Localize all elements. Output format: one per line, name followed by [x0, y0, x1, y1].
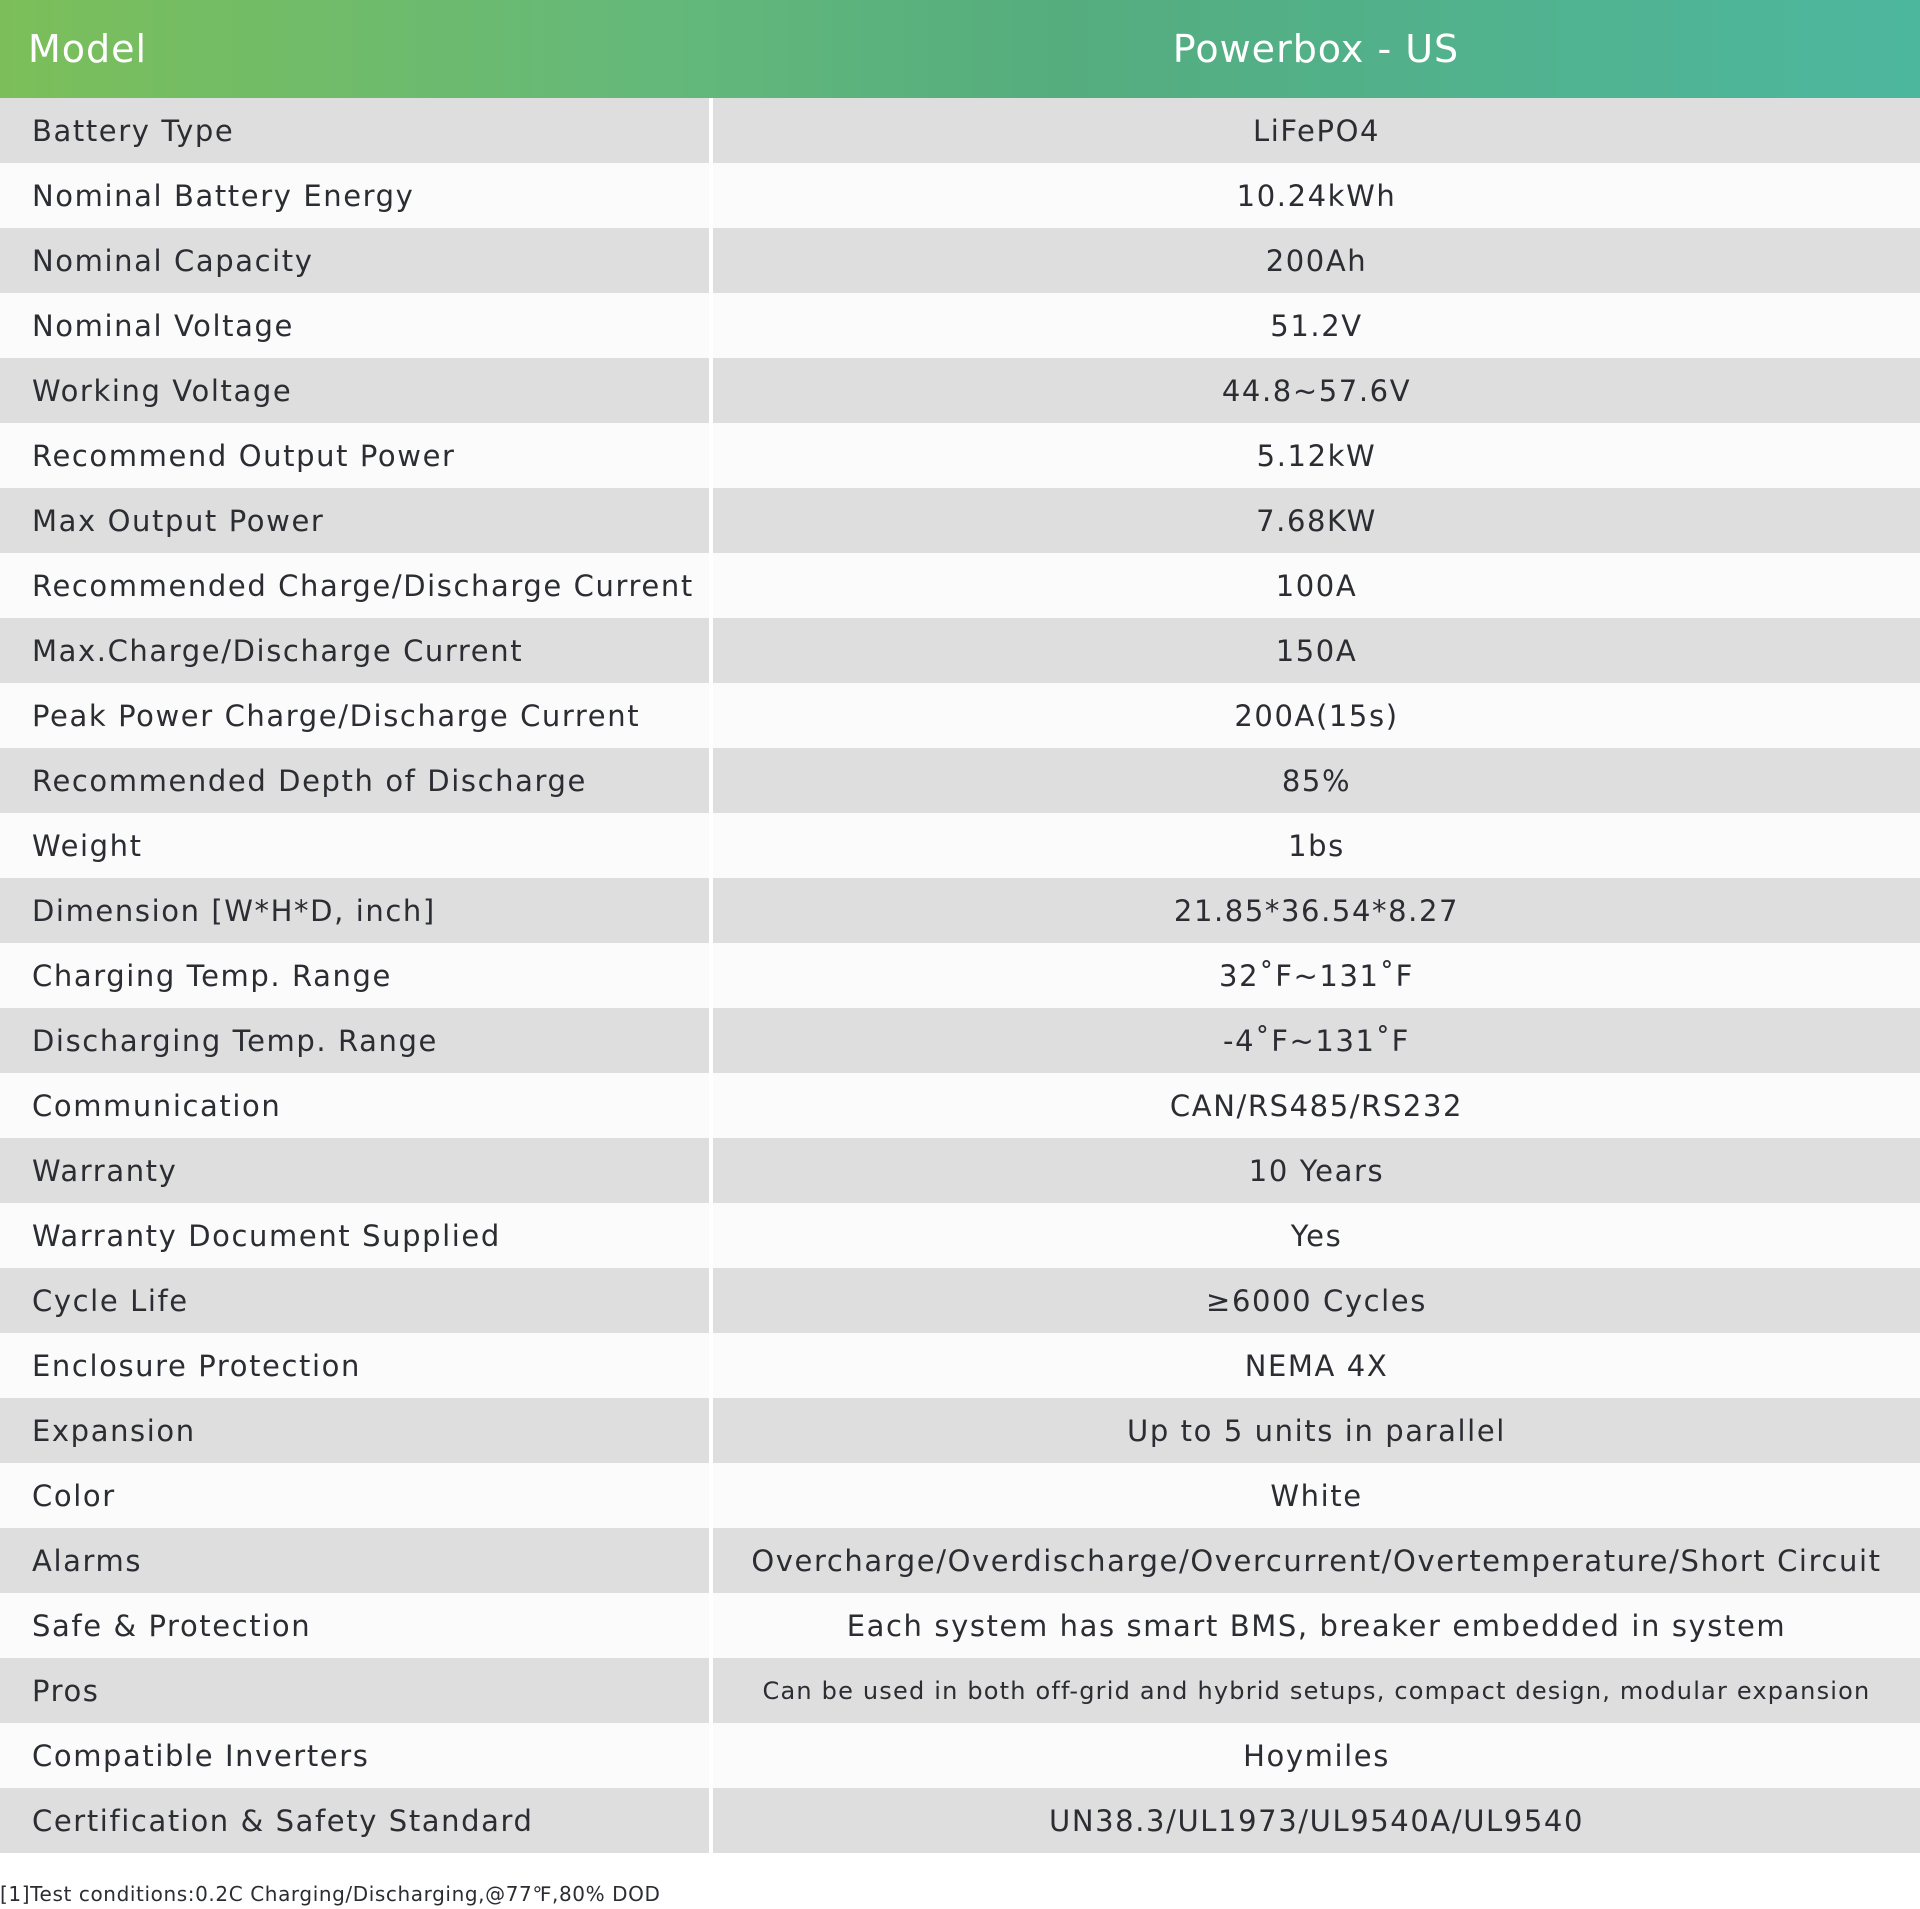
spec-label: Peak Power Charge/Discharge Current — [0, 683, 709, 748]
spec-label: Nominal Battery Energy — [0, 163, 709, 228]
spec-value: Hoymiles — [713, 1723, 1920, 1788]
spec-value: 200A(15s) — [713, 683, 1920, 748]
spec-value: 10 Years — [713, 1138, 1920, 1203]
spec-label: Warranty Document Supplied — [0, 1203, 709, 1268]
spec-label: Max Output Power — [0, 488, 709, 553]
table-row — [0, 1658, 1920, 1723]
spec-label: Warranty — [0, 1138, 709, 1203]
spec-label: Nominal Capacity — [0, 228, 709, 293]
table-row — [0, 683, 1920, 748]
table-row — [0, 1203, 1920, 1268]
spec-label: Enclosure Protection — [0, 1333, 709, 1398]
spec-value: 51.2V — [713, 293, 1920, 358]
spec-label: Compatible Inverters — [0, 1723, 709, 1788]
table-row — [0, 293, 1920, 358]
spec-label: Pros — [0, 1658, 709, 1723]
table-row — [0, 1788, 1920, 1853]
spec-value: 21.85*36.54*8.27 — [713, 878, 1920, 943]
table-row — [0, 1398, 1920, 1463]
spec-value: -4˚F~131˚F — [713, 1008, 1920, 1073]
table-row — [0, 1073, 1920, 1138]
spec-value: Overcharge/Overdischarge/Overcurrent/Overtemperature/Short Circuit — [713, 1528, 1920, 1593]
spec-label: Working Voltage — [0, 358, 709, 423]
spec-value: 100A — [713, 553, 1920, 618]
spec-value: 10.24kWh — [713, 163, 1920, 228]
spec-label: Expansion — [0, 1398, 709, 1463]
spec-label: Dimension [W*H*D, inch] — [0, 878, 709, 943]
spec-label: Battery Type — [0, 98, 709, 163]
spec-value: Can be used in both off-grid and hybrid setups, compact design, modular expansion — [713, 1658, 1920, 1723]
table-row — [0, 748, 1920, 813]
table-row — [0, 813, 1920, 878]
header-model-label: Model — [28, 27, 148, 71]
table-row — [0, 228, 1920, 293]
table-row — [0, 1268, 1920, 1333]
spec-value: UN38.3/UL1973/UL9540A/UL9540 — [713, 1788, 1920, 1853]
spec-value: White — [713, 1463, 1920, 1528]
header-product-name: Powerbox - US — [1172, 27, 1460, 71]
spec-label: Cycle Life — [0, 1268, 709, 1333]
spec-value: LiFePO4 — [713, 98, 1920, 163]
table-row — [0, 423, 1920, 488]
spec-value: ≥6000 Cycles — [713, 1268, 1920, 1333]
spec-value: 44.8~57.6V — [713, 358, 1920, 423]
spec-label: Recommended Depth of Discharge — [0, 748, 709, 813]
table-row — [0, 358, 1920, 423]
table-row — [0, 1528, 1920, 1593]
table-header — [0, 0, 1920, 98]
table-row — [0, 1008, 1920, 1073]
spec-label: Certification & Safety Standard — [0, 1788, 709, 1853]
spec-value: 7.68KW — [713, 488, 1920, 553]
table-row — [0, 488, 1920, 553]
spec-label: Charging Temp. Range — [0, 943, 709, 1008]
spec-value: 1bs — [713, 813, 1920, 878]
table-row — [0, 618, 1920, 683]
spec-label: Recommended Charge/Discharge Current — [0, 553, 709, 618]
spec-table — [0, 98, 1920, 1853]
spec-value: Each system has smart BMS, breaker embedded in system — [713, 1593, 1920, 1658]
table-row — [0, 1333, 1920, 1398]
spec-label: Nominal Voltage — [0, 293, 709, 358]
table-row — [0, 163, 1920, 228]
table-row — [0, 1138, 1920, 1203]
table-row — [0, 943, 1920, 1008]
table-row — [0, 553, 1920, 618]
footnote: [1]Test conditions:0.2C Charging/Discharging,@77℉,80% DOD — [0, 1882, 661, 1906]
table-row — [0, 1463, 1920, 1528]
spec-value: 150A — [713, 618, 1920, 683]
spec-label: Safe & Protection — [0, 1593, 709, 1658]
spec-label: Color — [0, 1463, 709, 1528]
table-row — [0, 1593, 1920, 1658]
spec-label: Max.Charge/Discharge Current — [0, 618, 709, 683]
table-row — [0, 98, 1920, 163]
spec-label: Weight — [0, 813, 709, 878]
table-row — [0, 878, 1920, 943]
spec-label: Communication — [0, 1073, 709, 1138]
spec-label: Recommend Output Power — [0, 423, 709, 488]
spec-value: Up to 5 units in parallel — [713, 1398, 1920, 1463]
spec-label: Discharging Temp. Range — [0, 1008, 709, 1073]
spec-value: 85% — [713, 748, 1920, 813]
spec-value: NEMA 4X — [713, 1333, 1920, 1398]
table-row — [0, 1723, 1920, 1788]
spec-value: 32˚F~131˚F — [713, 943, 1920, 1008]
spec-value: CAN/RS485/RS232 — [713, 1073, 1920, 1138]
spec-value: 5.12kW — [713, 423, 1920, 488]
spec-value: Yes — [713, 1203, 1920, 1268]
spec-value: 200Ah — [713, 228, 1920, 293]
spec-label: Alarms — [0, 1528, 709, 1593]
